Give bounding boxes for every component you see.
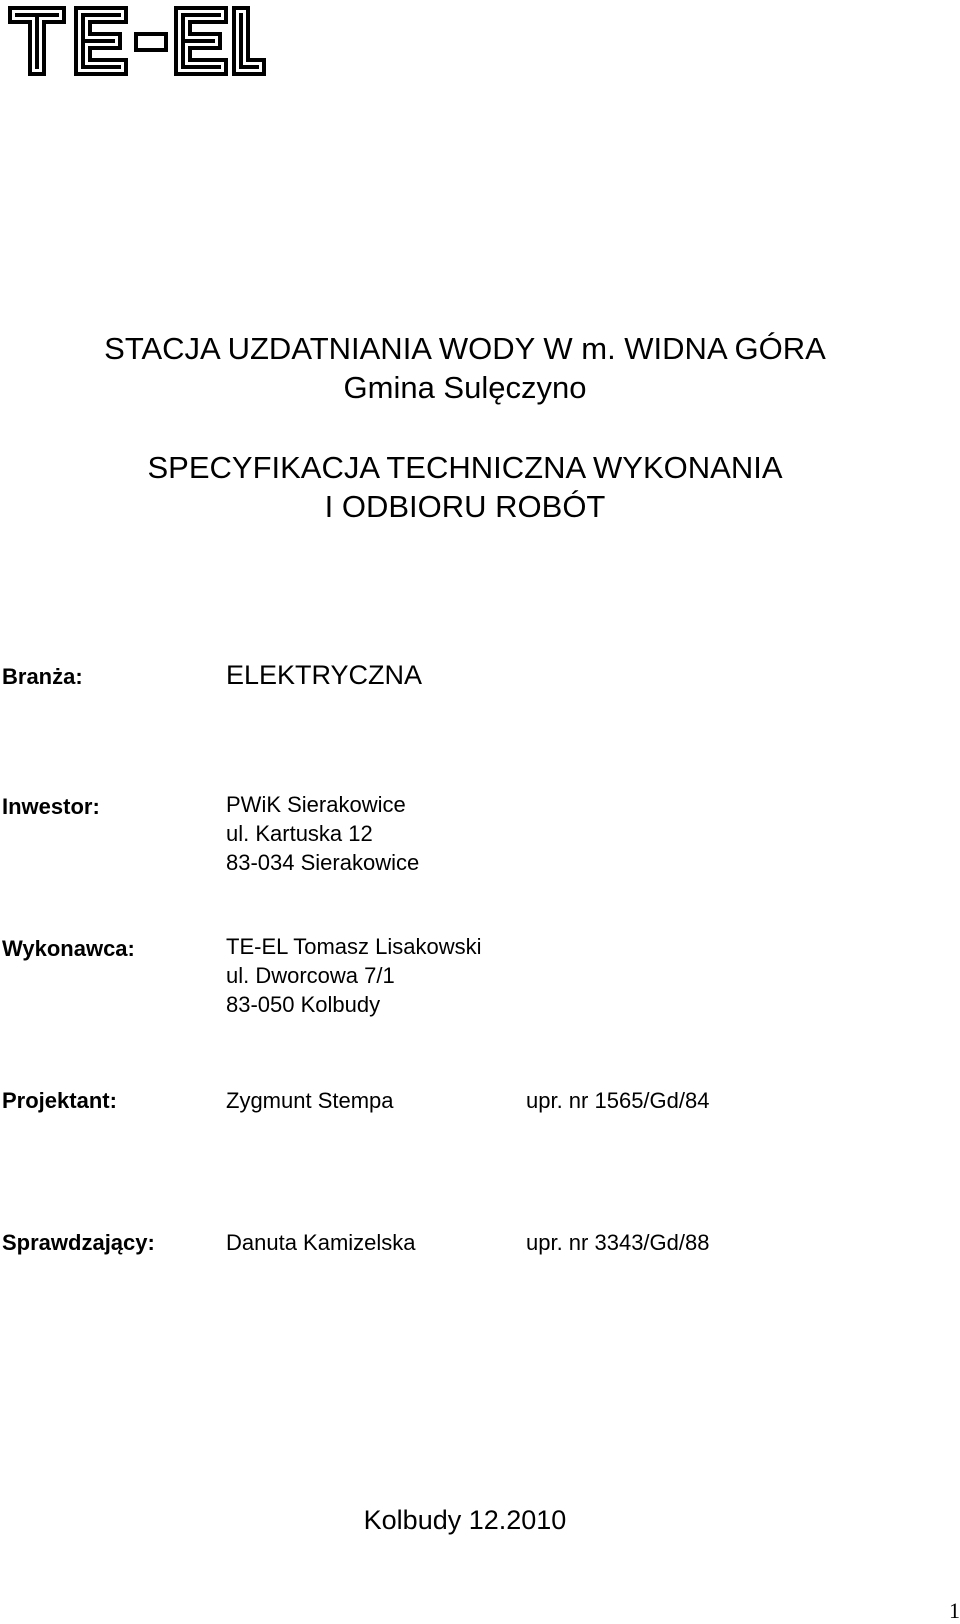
projektant-license: upr. nr 1565/Gd/84 (526, 1088, 710, 1113)
inwestor-label: Inwestor: (2, 794, 100, 819)
page-number: 1 (949, 1598, 960, 1623)
branza-value: ELEKTRYCZNA (226, 660, 423, 690)
document-title (0, 448, 930, 526)
company-logo (6, 4, 268, 80)
projektant-label: Projektant: (2, 1088, 117, 1113)
projektant-name: Zygmunt Stempa (226, 1088, 394, 1113)
wykonawca-label: Wykonawca: (2, 936, 135, 961)
wykonawca-street: ul. Dworcowa 7/1 (226, 963, 395, 988)
branza-label: Branża: (2, 664, 83, 689)
document-title-line: SPECYFIKACJA TECHNICZNA WYKONANIA (147, 450, 783, 485)
inwestor-street: ul. Kartuska 12 (226, 821, 373, 846)
wykonawca-details (226, 932, 482, 1019)
inwestor-name: PWiK Sierakowice (226, 792, 406, 817)
project-title-line: STACJA UZDATNIANIA WODY W m. WIDNA GÓRA (104, 331, 826, 366)
wykonawca-city: 83-050 Kolbudy (226, 992, 381, 1017)
place-and-date: Kolbudy 12.2010 (363, 1505, 567, 1535)
project-title (0, 329, 930, 407)
document-subtitle-line: I ODBIORU ROBÓT (324, 489, 606, 524)
sprawdzajacy-license: upr. nr 3343/Gd/88 (526, 1230, 710, 1255)
wykonawca-name: TE-EL Tomasz Lisakowski (226, 934, 482, 959)
inwestor-city: 83-034 Sierakowice (226, 850, 420, 875)
sprawdzajacy-name: Danuta Kamizelska (226, 1230, 416, 1255)
sprawdzajacy-label: Sprawdzający: (2, 1230, 155, 1255)
project-location-line: Gmina Sulęczyno (343, 370, 587, 405)
inwestor-details (226, 790, 419, 877)
